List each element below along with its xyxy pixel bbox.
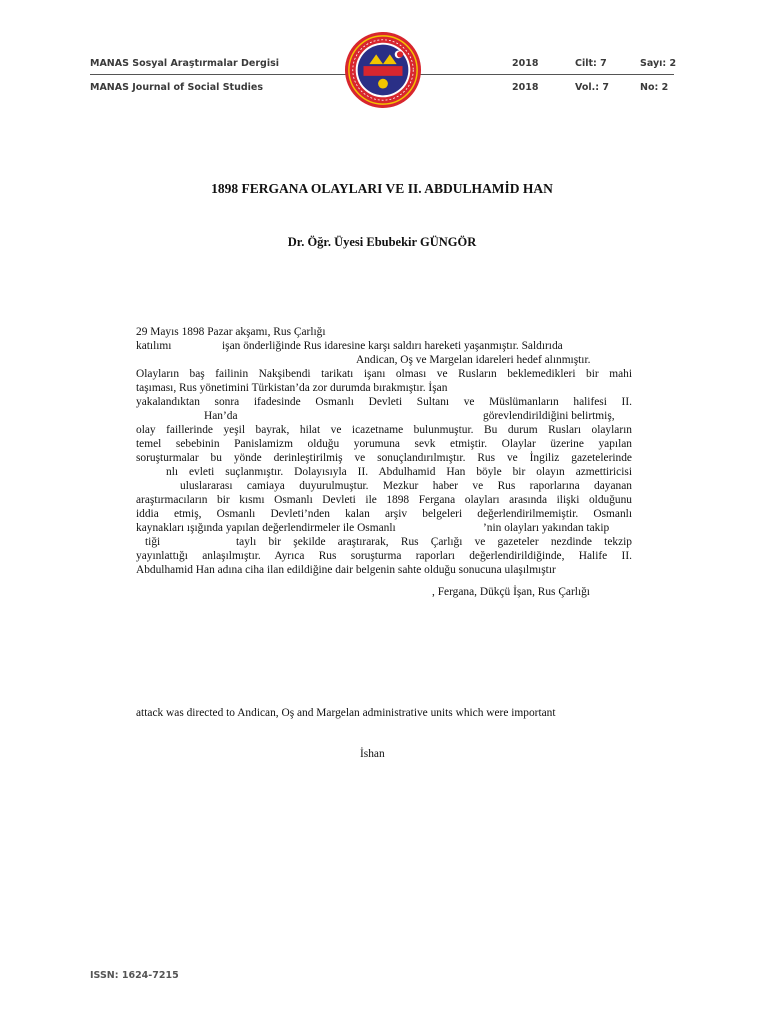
- article-title: 1898 FERGANA OLAYLARI VE II. ABDULHAMİD HAN: [211, 181, 553, 196]
- abstract-line-16-start: tiği: [145, 536, 161, 548]
- abstract-line-2-end: işan önderliğinde Rus idaresine karşı saldırı hareketi yaşanmıştır. Saldırıda: [222, 340, 563, 352]
- abstract-line-5: taşıması, Rus yönetimini Türkistan’da zor durumda bırakmıştır. İşan: [136, 382, 448, 394]
- abstract-line-16-end: taylı bir şekilde araştırarak, Rus Çarlığı ve gazeteler nezdinde tekzip: [236, 536, 632, 548]
- abstract-line-15-end: ’nin olayları yakından takip: [483, 522, 610, 534]
- abstract-line-8: olay faillerinde yeşil bayrak, hilat ve icazetname bulunmuştur. Bu durum Rusları olayların: [136, 424, 632, 436]
- abstract-line-4: Olayların baş failinin Nakşibendi tarikatı işanı olması ve Rusların beklemedikleri bir mahi: [136, 368, 632, 380]
- abstract-line-3: Andican, Oş ve Margelan idareleri hedef alınmıştır.: [356, 354, 591, 366]
- abstract-line-18: Abdulhamid Han adına ciha ilan edildiğine dair belgenin sahte olduğu sonucuna ulaşılmıştır: [136, 564, 556, 576]
- header-year-1: 2018: [512, 58, 539, 69]
- abstract-line-14: iddia etmiş, Osmanlı Devleti’nden kalan arşiv belgeleri değerlendirilmemiştir. Osmanlı: [136, 508, 632, 520]
- article-author: Dr. Öğr. Üyesi Ebubekir GÜNGÖR: [287, 235, 477, 249]
- abstract-line-12: uluslararası camiaya duyurulmuştur. Mezkur haber ve Rus raporlarına dayanan: [180, 480, 632, 492]
- abstract-line-7-start: Han’da: [204, 410, 238, 422]
- abstract-line-11: nlı evleti suçlanmıştır. Dolayısıyla II. Abdulhamid Han böyle bir olayın azmettiricisi: [166, 466, 632, 478]
- abstract-line-15-start: kaynakları ışığında yapılan değerlendirmeler ile Osmanlı: [136, 522, 396, 534]
- issn: ISSN: 1624-7215: [90, 970, 179, 981]
- abstract-line-6: yakalandıktan sonra ifadesinde Osmanlı Devleti Sultanı ve Müslümanların halifesi II.: [136, 396, 632, 408]
- university-seal-logo: [344, 31, 422, 109]
- header-volume-en: Vol.: 7: [575, 82, 609, 93]
- english-keyword-ishan: İshan: [360, 748, 385, 760]
- journal-name-tr: MANAS Sosyal Araştırmalar Dergisi: [90, 58, 279, 69]
- abstract-line-13: araştırmacıların bir kısmı Osmanlı Devleti ile 1898 Fergana olayları arasında ilişki olduğunu: [136, 494, 632, 506]
- header-issue-en: No: 2: [640, 82, 669, 93]
- keywords: , Fergana, Dükçü İşan, Rus Çarlığı: [432, 586, 590, 598]
- english-abstract-line: attack was directed to Andican, Oş and Margelan administrative units which were important: [136, 707, 556, 719]
- journal-name-en: MANAS Journal of Social Studies: [90, 82, 264, 93]
- header-volume-tr: Cilt: 7: [575, 58, 607, 69]
- header-issue-tr: Sayı: 2: [640, 58, 677, 69]
- abstract-line-2-start: katılımı: [136, 340, 172, 352]
- abstract-line-9: temel sebebinin Panislamizm olduğu yorumuna sevk etmiştir. Olaylar üzerine yapılan: [136, 438, 632, 450]
- abstract-line-17: yayınlattığı anlaşılmıştır. Ayrıca Rus soruşturma raporları değerlendirildiğinde, Halife II.: [136, 550, 632, 562]
- abstract-line-7-end: görevlendirildiğini belirtmiş,: [483, 410, 615, 422]
- abstract-line-10: soruşturmalar bu yönde derinleştirilmiş ve sonuçlandırılmıştır. Rus ve İngiliz gazetelerinde: [136, 452, 632, 464]
- abstract-line-1: 29 Mayıs 1898 Pazar akşamı, Rus Çarlığı: [136, 326, 326, 338]
- header-year-2: 2018: [512, 82, 539, 93]
